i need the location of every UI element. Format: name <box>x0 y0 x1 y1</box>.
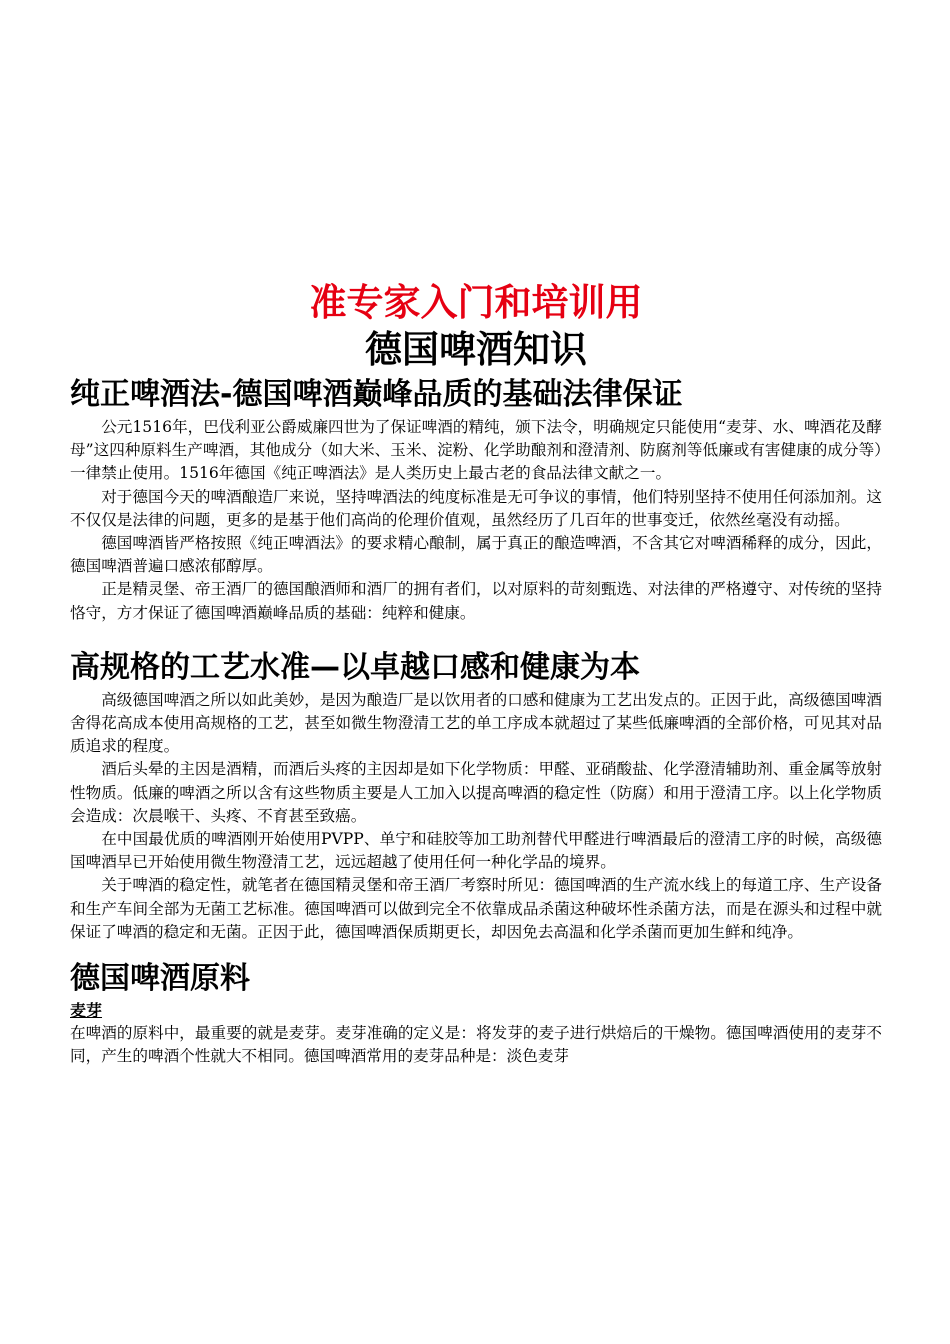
section-reinheitsgebot <box>70 374 882 625</box>
section-ingredients <box>70 958 882 1068</box>
section-heading: 德国啤酒原料 <box>70 961 250 997</box>
section-heading: 纯正啤酒法-德国啤酒巅峰品质的基础法律保证 <box>70 377 683 412</box>
paragraph: 酒后头晕的主因是酒精，而酒后头疼的主因却是如下化学物质：甲醛、亚硝酸盐、化学澄清辅助剂、重金属等放射性物质。低廉的啤酒之所以含有这些物质主要是人工加入以提高啤酒的稳定性（防腐）和用于澄清工序。以上化学物质会造成：次晨喉干、头疼、不育甚至致癌。 <box>70 760 882 825</box>
paragraph: 在啤酒的原料中，最重要的就是麦芽。麦芽准确的定义是：将发芽的麦子进行烘焙后的干燥物。德国啤酒使用的麦芽不同，产生的啤酒个性就大不相同。德国啤酒常用的麦芽品种是：淡色麦芽 <box>70 1024 882 1066</box>
spacer <box>70 944 882 958</box>
document-content <box>70 280 882 1068</box>
subsection-heading-malt: 麦芽 <box>70 1001 103 1021</box>
paragraph: 高级德国啤酒之所以如此美妙，是因为酿造厂是以饮用者的口感和健康为工艺出发点的。正因于此，高级德国啤酒舍得花高成本使用高规格的工艺，甚至如微生物澄清工艺的单工序成本就超过了某些低廉啤酒的全部价格，可见其对品质追求的程度。 <box>70 690 882 756</box>
paragraph: 公元1516年，巴伐利亚公爵威廉四世为了保证啤酒的精纯，颁下法令，明确规定只能使用“麦芽、水、啤酒花及酵母”这四种原料生产啤酒，其他成分（如大米、玉米、淀粉、化学助酿剂和澄清剂、防腐剂等低廉或有害健康的成分等）一律禁止使用。1516年德国《纯正啤酒法》是人类历史上最古老的食品法律文献之一。 <box>70 418 882 483</box>
section-process-standard <box>70 647 882 944</box>
paragraph: 对于德国今天的啤酒酿造厂来说，坚持啤酒法的纯度标准是无可争议的事情，他们特别坚持不使用任何添加剂。这不仅仅是法律的问题，更多的是基于他们高尚的伦理价值观，虽然经历了几百年的世事变迁，依然丝毫没有动摇。 <box>70 487 882 529</box>
section-heading: 高规格的工艺水准—以卓越口感和健康为本 <box>70 649 640 685</box>
paragraph: 在中国最优质的啤酒刚开始使用PVPP、单宁和硅胶等加工助剂替代甲醛进行啤酒最后的澄清工序的时候，高级德国啤酒早已开始使用微生物澄清工艺，远远超越了使用任何一种化学品的境界。 <box>70 830 882 872</box>
main-title: 德国啤酒知识 <box>365 328 587 371</box>
paragraph: 正是精灵堡、帝王酒厂的德国酿酒师和酒厂的拥有者们，以对原料的苛刻甄选、对法律的严格遵守、对传统的坚持恪守，方才保证了德国啤酒巅峰品质的基础：纯粹和健康。 <box>70 580 882 622</box>
paragraph: 德国啤酒皆严格按照《纯正啤酒法》的要求精心酿制，属于真正的酿造啤酒，不含其它对啤酒稀释的成分，因此，德国啤酒普遍口感浓郁醇厚。 <box>70 534 882 576</box>
paragraph: 关于啤酒的稳定性，就笔者在德国精灵堡和帝王酒厂考察时所见：德国啤酒的生产流水线上的每道工序、生产设备和生产车间全部为无菌工艺标准。德国啤酒可以做到完全不依靠成品杀菌这种破坏性杀菌方法，而是在源头和过程中就保证了啤酒的稳定和无菌。正因于此，德国啤酒保质期更长，却因免去高温和化学杀菌而更加生鲜和纯净。 <box>70 876 882 941</box>
top-title: 准专家入门和培训用 <box>309 281 643 324</box>
spacer <box>70 625 882 647</box>
